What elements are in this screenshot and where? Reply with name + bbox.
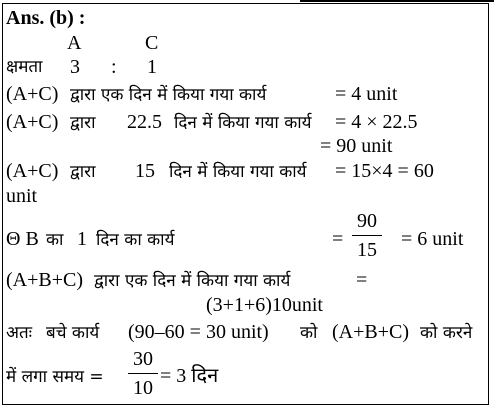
line6-prefix: अतः [6, 323, 33, 343]
line6-text-pre: बचे कार्य [46, 323, 100, 343]
ratio-value-c: 1 [147, 56, 157, 78]
ratio-header-c: C [145, 32, 159, 54]
line2-text-pre: द्वारा [70, 113, 96, 133]
line4-fraction-denominator: 15 [357, 239, 377, 261]
line7-fraction-bar [128, 373, 158, 374]
line3-subject: (A+C) [6, 160, 59, 182]
line7-fraction-denominator: 10 [133, 377, 153, 399]
line2-result2: = 90 unit [320, 135, 393, 157]
line3-text-pre: द्वारा [70, 162, 96, 182]
line5-result: (3+1+6)10unit [206, 294, 323, 316]
line4-prefix: Θ B [6, 228, 39, 250]
line5-text: द्वारा एक दिन में किया गया कार्य [94, 271, 291, 291]
ratio-value-a: 3 [70, 56, 80, 78]
line3-unit-wrap: unit [6, 185, 38, 207]
line7-fraction-numerator: 30 [133, 348, 153, 370]
line2-result: = 4 × 22.5 [335, 111, 418, 133]
line6-paren: (90–60 = 30 unit) [128, 321, 269, 343]
line3-days: 15 [135, 160, 155, 182]
line2-days: 22.5 [127, 111, 162, 133]
line7-text: में लगा समय = [6, 367, 104, 387]
answer-label: Ans. (b) : [6, 7, 86, 29]
line1-result: = 4 unit [335, 83, 398, 105]
line3-text-post: दिन में किया गया कार्य [169, 162, 307, 182]
line4-text-pre: का [46, 230, 64, 250]
ratio-colon: : [111, 56, 117, 78]
line5-equals: = [356, 269, 368, 291]
line3-result: = 15×4 = 60 [335, 160, 434, 182]
line1-text: द्वारा एक दिन में किया गया कार्य [70, 85, 267, 105]
line4-fraction [352, 209, 382, 262]
line6-text-mid: को [300, 323, 318, 343]
line6-text-post: को करने [420, 323, 473, 343]
line1-subject: (A+C) [6, 83, 59, 105]
ratio-header-a: A [67, 32, 82, 54]
line4-fraction-bar [352, 235, 382, 236]
line4-text-post: दिन का कार्य [96, 230, 175, 250]
line6-subject: (A+B+C) [332, 321, 410, 343]
line4-equals: = [332, 228, 344, 250]
line7-result: = 3 दिन [160, 365, 219, 387]
line4-fraction-numerator: 90 [357, 210, 377, 232]
line4-result: = 6 unit [401, 228, 464, 250]
line2-text-post: दिन में किया गया कार्य [174, 113, 312, 133]
line2-subject: (A+C) [6, 111, 59, 133]
line5-subject: (A+B+C) [6, 269, 84, 291]
ratio-label: क्षमता [6, 57, 43, 77]
line4-days: 1 [77, 228, 87, 250]
line7-fraction [128, 347, 158, 400]
top-divider [300, 0, 494, 2]
